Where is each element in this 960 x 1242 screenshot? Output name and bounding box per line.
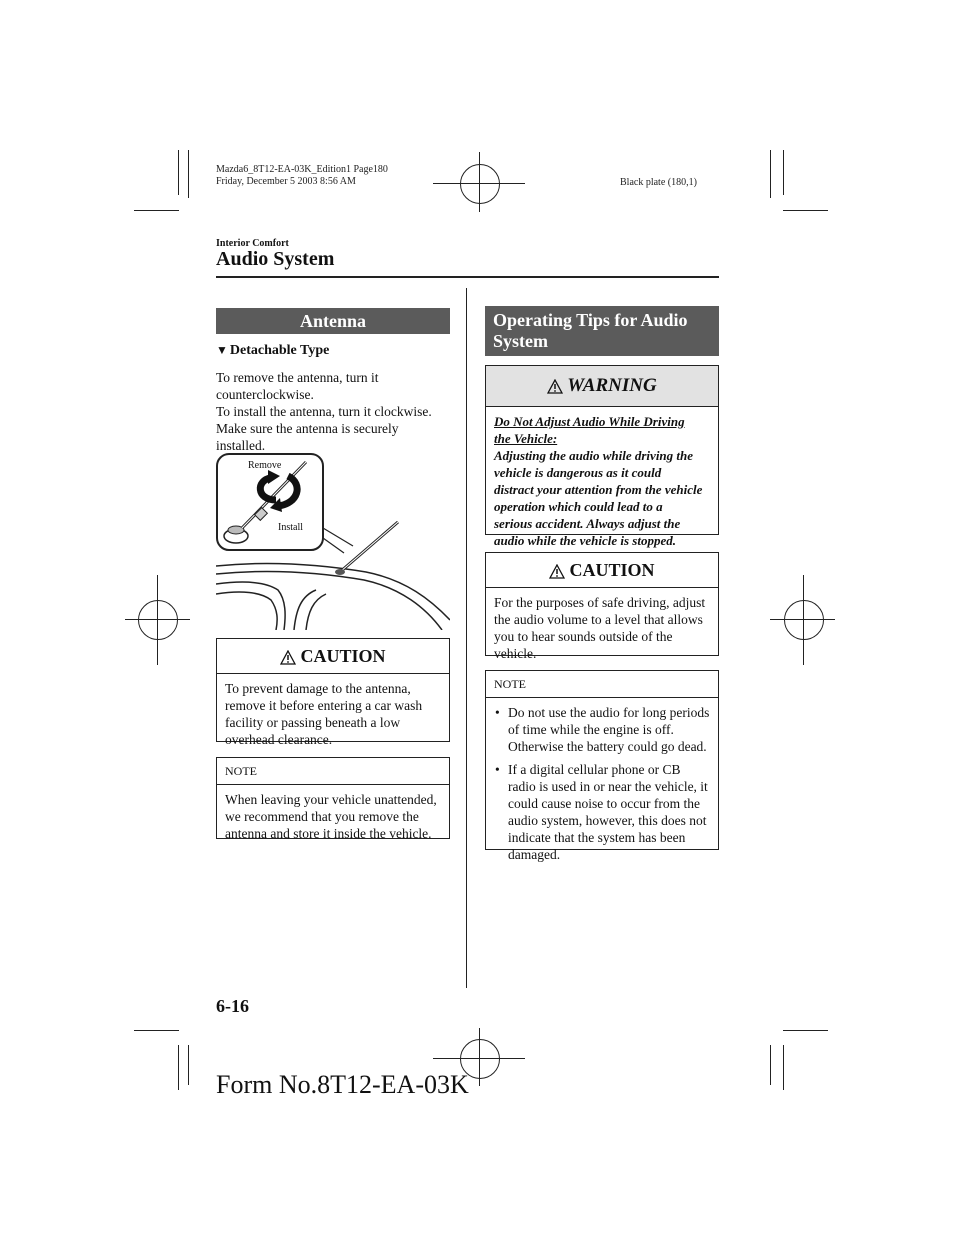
install-label: Install [278, 522, 303, 533]
antenna-heading: Antenna [216, 308, 450, 334]
bullet-icon: • [495, 762, 500, 777]
note-title: NOTE [486, 671, 718, 698]
note-line: antenna and store it inside the vehicle. [225, 826, 432, 841]
list-item [494, 761, 710, 863]
caution-line: vehicle. [494, 646, 537, 661]
heading-line: Operating Tips for Audio [493, 310, 688, 330]
warning-subject: Do Not Adjust Audio While Driving [494, 414, 685, 429]
warning-box [485, 365, 719, 548]
heading-line: System [493, 331, 548, 351]
warning-line: serious accident. Always adjust the [494, 516, 681, 531]
antenna-illustration [216, 450, 450, 630]
warning-line: audio while the vehicle is stopped. [494, 533, 676, 548]
list-item-line: Otherwise the battery could go dead. [508, 739, 707, 754]
paragraph-line: installed. [216, 438, 266, 453]
note-title: NOTE [217, 758, 449, 785]
bullet-icon: • [495, 705, 500, 720]
print-info [216, 164, 388, 188]
paragraph-line: To remove the antenna, turn it [216, 370, 379, 385]
warning-subject: the Vehicle: [494, 431, 558, 446]
paragraph-line: counterclockwise. [216, 387, 314, 402]
plate-label: Black plate (180,1) [620, 177, 697, 188]
section-label: Interior Comfort [216, 238, 289, 249]
caution-title-text: CAUTION [569, 560, 655, 580]
note-body [486, 698, 718, 877]
list-item-line: indicate that the system has been [508, 830, 686, 845]
column-divider [466, 288, 467, 988]
page-number: 6-16 [216, 996, 249, 1016]
warning-title-text: WARNING [567, 375, 657, 396]
list-item-line: audio system, however, this does not [508, 813, 707, 828]
antenna-instructions [216, 369, 456, 454]
caution-title [486, 553, 718, 588]
warning-line: distract your attention from the vehicle [494, 482, 703, 497]
caution-line: For the purposes of safe driving, adjust [494, 595, 706, 610]
form-number: Form No.8T12-EA-03K [216, 1070, 469, 1099]
operating-tips-heading [485, 306, 719, 356]
note-bullet-list [494, 704, 710, 863]
caution-body [217, 674, 449, 756]
warning-line: vehicle is dangerous as it could [494, 465, 662, 480]
warning-triangle-icon [280, 650, 296, 665]
list-item-line: could cause noise to occur from the [508, 796, 700, 811]
note-line: When leaving your vehicle unattended, [225, 792, 437, 807]
caution-line: overhead clearance. [225, 732, 333, 747]
note-body [217, 785, 449, 850]
warning-triangle-icon [547, 379, 563, 394]
warning-triangle-icon [549, 564, 565, 579]
caution-line: the audio volume to a level that allows [494, 612, 703, 627]
subheading-text: Detachable Type [229, 343, 330, 358]
triangle-marker-icon: ▼ [216, 343, 228, 357]
print-info-file: Mazda6_8T12-EA-03K_Edition1 Page180 [216, 164, 388, 175]
list-item-line: radio is used in or near the vehicle, it [508, 779, 708, 794]
caution-title-text: CAUTION [300, 646, 386, 666]
caution-line: you to hear sounds outside of the [494, 629, 673, 644]
paragraph-line: Make sure the antenna is securely [216, 421, 399, 436]
detachable-type-heading [216, 343, 329, 359]
list-item-line: Do not use the audio for long periods [508, 705, 710, 720]
antenna-note-box [216, 757, 450, 839]
caution-body [486, 588, 718, 670]
list-item-line: damaged. [508, 847, 561, 862]
audio-note-box [485, 670, 719, 862]
list-item [494, 704, 710, 755]
note-line: we recommend that you remove the [225, 809, 419, 824]
warning-body [486, 407, 718, 557]
caution-line: remove it before entering a car wash [225, 698, 423, 713]
warning-line: operation which could lead to a [494, 499, 663, 514]
caution-line: facility or passing beneath a low [225, 715, 401, 730]
header-rule [216, 276, 719, 278]
warning-line: Adjusting the audio while driving the [494, 448, 694, 463]
paragraph-line: To install the antenna, turn it clockwise. [216, 404, 432, 419]
audio-caution-box [485, 552, 719, 661]
caution-line: To prevent damage to the antenna, [225, 681, 411, 696]
remove-label: Remove [248, 460, 282, 471]
caution-title [217, 639, 449, 674]
list-item-line: If a digital cellular phone or CB [508, 762, 681, 777]
list-item-line: of time while the engine is off. [508, 722, 674, 737]
antenna-caution-box [216, 638, 450, 747]
chapter-title: Audio System [216, 248, 335, 270]
antenna-figure-svg [216, 450, 450, 630]
print-info-date: Friday, December 5 2003 8:56 AM [216, 176, 356, 187]
warning-title [486, 366, 718, 407]
